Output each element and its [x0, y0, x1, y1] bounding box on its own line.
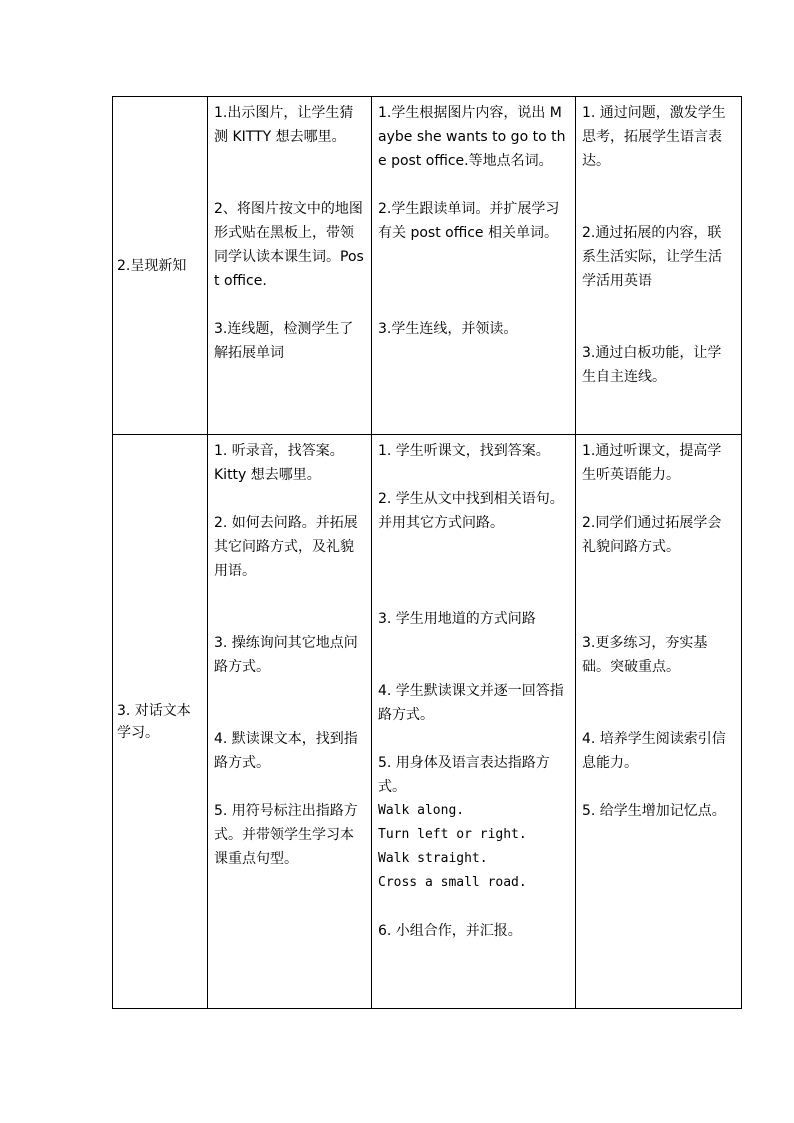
spacer — [378, 727, 569, 751]
stage-label: 3. 对话文本学习。 — [117, 702, 191, 741]
teacher-activity-cell — [208, 97, 372, 435]
spacer — [582, 173, 735, 197]
cell-text: Walk straight. — [378, 851, 488, 866]
lesson-plan-table — [112, 96, 742, 1009]
student-activity-cell — [372, 435, 576, 1009]
design-intent-cell — [576, 97, 742, 435]
cell-text: 3. 学生用地道的方式问路 — [378, 611, 536, 627]
cell-text: 1. 学生听课文，找到答案。 — [378, 443, 550, 459]
spacer — [582, 487, 735, 511]
spacer — [582, 607, 735, 631]
cell-text: 2. 如何去问路。并拓展其它问路方式，及礼貌用语。 — [214, 515, 358, 579]
spacer — [378, 269, 569, 293]
cell-text: 3.更多练习，夯实基础。突破重点。 — [582, 635, 708, 675]
spacer — [214, 703, 365, 727]
cell-text: 1.学生根据图片内容，说出 Maybe she wants to go to the post office.等地点名词。 — [378, 105, 566, 169]
spacer — [582, 197, 735, 221]
spacer — [378, 583, 569, 607]
cell-text: Turn left or right. — [378, 827, 527, 842]
spacer — [214, 173, 365, 197]
spacer — [378, 559, 569, 583]
spacer — [378, 463, 569, 487]
table-body — [113, 97, 742, 1009]
cell-text: 4. 培养学生阅读索引信息能力。 — [582, 731, 726, 771]
stage-cell — [113, 435, 208, 1009]
stage-cell — [113, 97, 208, 435]
cell-text: 3.学生连线，并领读。 — [378, 321, 518, 337]
cell-text: 1.通过听课文，提高学生听英语能力。 — [582, 443, 722, 483]
cell-text: 5. 给学生增加记忆点。 — [582, 803, 726, 819]
teacher-activity-cell — [208, 435, 372, 1009]
spacer — [378, 655, 569, 679]
cell-text: Walk along. — [378, 803, 465, 818]
spacer — [214, 487, 365, 511]
design-intent-cell — [576, 435, 742, 1009]
spacer — [378, 245, 569, 269]
spacer — [378, 895, 569, 919]
cell-text: 2.学生跟读单词。并扩展学习有关 post office 相关单词。 — [378, 201, 560, 241]
spacer — [378, 173, 569, 197]
cell-text: 5. 用符号标注出指路方式。并带领学生学习本课重点句型。 — [214, 803, 358, 867]
cell-text: 4. 默读课文本，找到指路方式。 — [214, 731, 358, 771]
cell-text: 2. 学生从文中找到相关语句。并用其它方式问路。 — [378, 491, 564, 531]
spacer — [214, 583, 365, 607]
cell-text: 2、将图片按文中的地图形式贴在黑板上，带领同学认读本课生词。Post office. — [214, 201, 364, 289]
cell-text: 3. 操练询问其它地点问路方式。 — [214, 635, 358, 675]
cell-text: 1. 通过问题，激发学生思考，拓展学生语言表达。 — [582, 105, 726, 169]
student-activity-cell — [372, 97, 576, 435]
spacer — [582, 679, 735, 703]
spacer — [214, 293, 365, 317]
spacer — [582, 317, 735, 341]
cell-text: 2.通过拓展的内容，联系生活实际，让学生活学活用英语 — [582, 225, 722, 289]
spacer — [214, 679, 365, 703]
cell-text: 3.连线题，检测学生了解拓展单词 — [214, 321, 354, 361]
cell-text: 6. 小组合作，并汇报。 — [378, 923, 522, 939]
spacer — [214, 775, 365, 799]
spacer — [582, 293, 735, 317]
spacer — [582, 583, 735, 607]
cell-text: 1.出示图片，让学生猜测 KITTY 想去哪里。 — [214, 105, 354, 145]
stage-label: 2.呈现新知 — [117, 257, 187, 274]
spacer — [582, 775, 735, 799]
spacer — [214, 149, 365, 173]
cell-text: 5. 用身体及语言表达指路方式。 — [378, 755, 550, 795]
table-row — [113, 435, 742, 1009]
cell-text: Kitty 想去哪里。 — [214, 467, 321, 483]
spacer — [378, 535, 569, 559]
cell-text: 2.同学们通过拓展学会礼貌问路方式。 — [582, 515, 722, 555]
spacer — [378, 631, 569, 655]
cell-text: 4. 学生默读课文并逐一回答指路方式。 — [378, 683, 564, 723]
cell-text: 1. 听录音，找答案。 — [214, 443, 344, 459]
spacer — [214, 607, 365, 631]
spacer — [378, 293, 569, 317]
cell-text: 3.通过白板功能，让学生自主连线。 — [582, 345, 722, 385]
cell-text: Cross a small road. — [378, 875, 527, 890]
spacer — [582, 559, 735, 583]
spacer — [582, 703, 735, 727]
table-row — [113, 97, 742, 435]
